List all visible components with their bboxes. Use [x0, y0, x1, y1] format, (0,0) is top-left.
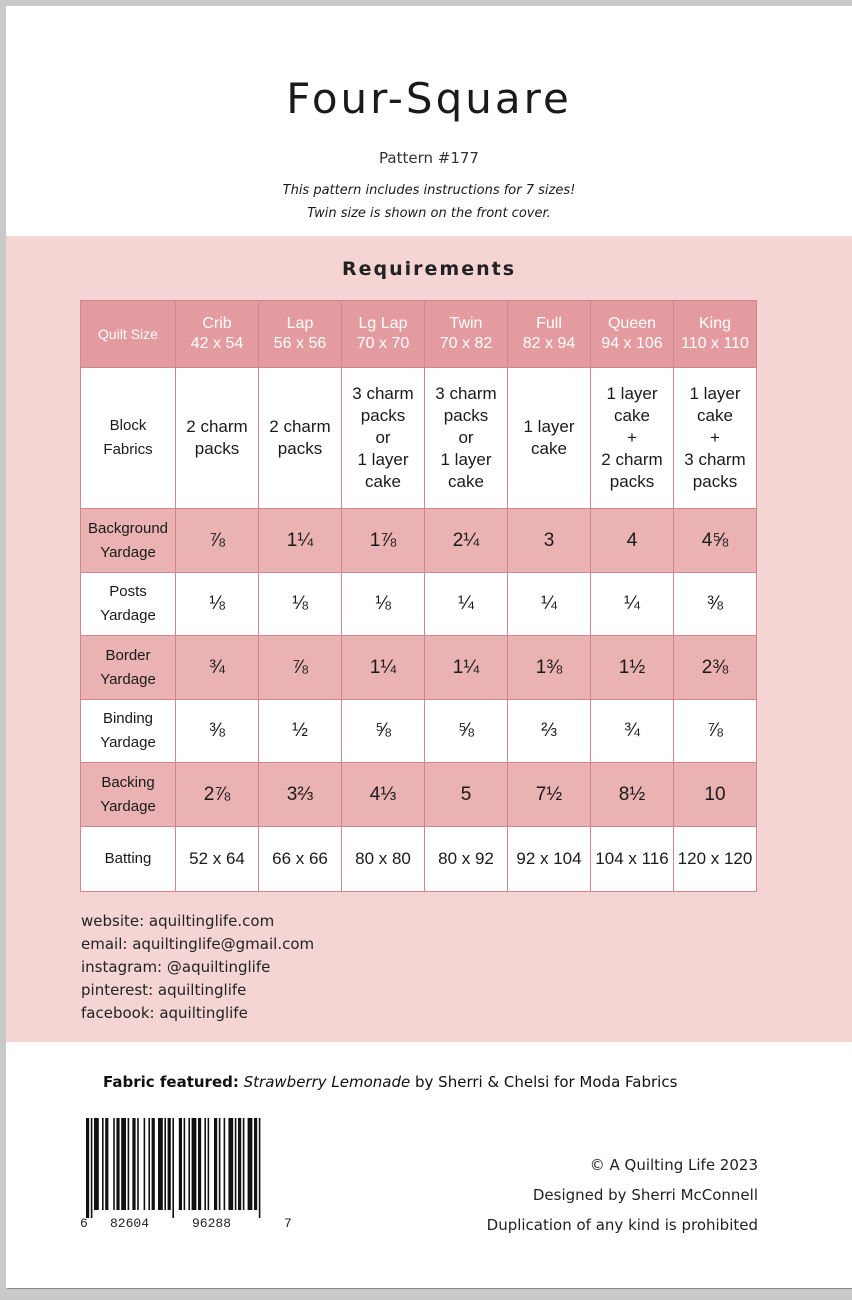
- size-dims: 42 x 54: [190, 335, 244, 352]
- table-cell: ⅛: [176, 573, 259, 636]
- barcode-bar: [168, 1118, 171, 1210]
- fabric-featured: [103, 1073, 677, 1091]
- cell-line: cake: [531, 439, 567, 458]
- barcode-bar: [94, 1118, 99, 1210]
- barcode-bar: [192, 1118, 197, 1210]
- size-name: Lap: [286, 315, 314, 332]
- cell-line: cake: [365, 472, 401, 491]
- size-name: Full: [536, 315, 562, 332]
- barcode-bar: [214, 1118, 217, 1210]
- table-cell: 80 x 80: [342, 827, 425, 892]
- table-cell: 8½: [591, 763, 674, 827]
- barcode-digit: 82604: [110, 1216, 150, 1231]
- contact-facebook: facebook: aquiltinglife: [81, 1004, 248, 1022]
- table-cell: [674, 368, 757, 509]
- table-cell: [259, 368, 342, 509]
- cell-line: 1 layer: [606, 384, 658, 403]
- cell-line: cake: [448, 472, 484, 491]
- table-cell: ⅜: [674, 573, 757, 636]
- table-cell: 3⅔: [259, 763, 342, 827]
- table-cell: 2⅜: [674, 636, 757, 700]
- row-label-line: Yardage: [100, 543, 156, 561]
- copyright-line: © A Quilting Life 2023: [589, 1156, 758, 1174]
- size-header: [259, 301, 342, 368]
- size-header: [674, 301, 757, 368]
- table-cell: ¾: [591, 700, 674, 763]
- table-row: [81, 509, 757, 573]
- barcode-bar: [208, 1118, 210, 1210]
- barcode-digit: 7: [284, 1216, 292, 1231]
- cell-line: packs: [360, 406, 406, 425]
- cell-line: 2 charm: [269, 417, 331, 436]
- row-label: Batting: [81, 827, 176, 892]
- table-cell: ¼: [591, 573, 674, 636]
- table-cell: 92 x 104: [508, 827, 591, 892]
- cell-line: packs: [609, 472, 655, 491]
- barcode-bar: [152, 1118, 155, 1210]
- table-cell: ⅞: [259, 636, 342, 700]
- row-label-line: Binding: [102, 710, 154, 727]
- cell-line: packs: [194, 439, 240, 458]
- barcode-bar: [172, 1118, 174, 1218]
- size-dims: 82 x 94: [522, 335, 576, 352]
- table-cell: 3: [508, 509, 591, 573]
- row-label: [81, 700, 176, 763]
- intro-line: Twin size is shown on the front cover.: [307, 206, 551, 221]
- table-cell: ⅜: [176, 700, 259, 763]
- barcode-bar: [238, 1118, 241, 1210]
- contact-info: [81, 910, 314, 1025]
- intro-line: This pattern includes instructions for 7 sizes!: [282, 183, 576, 198]
- barcode-bar: [204, 1118, 206, 1210]
- row-label: [81, 636, 176, 700]
- table-cell: 1¼: [342, 636, 425, 700]
- cell-line: or: [375, 428, 391, 447]
- table-cell: 52 x 64: [176, 827, 259, 892]
- table-cell: 1¼: [425, 636, 508, 700]
- row-label: [81, 763, 176, 827]
- size-header: [508, 301, 591, 368]
- table-cell: 1⅞: [342, 509, 425, 573]
- barcode-bar: [113, 1118, 115, 1210]
- pattern-number: Pattern #177: [379, 149, 479, 167]
- cell-line: 1 layer: [689, 384, 741, 403]
- table-cell: ½: [259, 700, 342, 763]
- barcode-digit: 96288: [192, 1216, 232, 1231]
- row-label-line: Border: [105, 646, 151, 664]
- intro-text: [6, 179, 852, 225]
- table-cell: 4⅓: [342, 763, 425, 827]
- barcode-bar: [148, 1118, 150, 1210]
- cell-line: packs: [277, 439, 323, 458]
- size-dims: 70 x 70: [356, 335, 410, 352]
- fabric-credit: by Sherri & Chelsi for Moda Fabrics: [415, 1073, 678, 1091]
- barcode-bar: [132, 1118, 135, 1210]
- row-label-line: Yardage: [100, 734, 156, 751]
- cell-line: packs: [692, 472, 738, 491]
- cell-line: 1 layer: [440, 450, 492, 469]
- size-name: Twin: [449, 315, 483, 332]
- barcode-bar: [219, 1118, 221, 1210]
- cell-line: 3 charm: [684, 450, 746, 469]
- contact-website: website: aquiltinglife.com: [81, 912, 275, 930]
- duplication-notice: Duplication of any kind is prohibited: [486, 1216, 758, 1234]
- size-dims: 110 x 110: [681, 335, 749, 352]
- cell-line: 1 layer: [523, 417, 575, 436]
- cell-line: 2 charm: [186, 417, 248, 436]
- cell-line: cake: [697, 406, 733, 425]
- table-cell: [425, 368, 508, 509]
- pattern-title: Four-Square: [286, 74, 572, 123]
- size-name: Queen: [607, 315, 657, 332]
- requirements-table: [80, 300, 757, 892]
- table-cell: 10: [674, 763, 757, 827]
- table-cell: ⅝: [425, 700, 508, 763]
- table-row: [81, 368, 757, 509]
- requirements-heading: Requirements: [341, 258, 516, 280]
- size-dims: 70 x 82: [439, 335, 493, 352]
- barcode-bar: [188, 1118, 190, 1210]
- table-cell: 7½: [508, 763, 591, 827]
- barcode-bar: [158, 1118, 163, 1210]
- barcode-bar: [102, 1118, 104, 1210]
- table-cell: 1¼: [259, 509, 342, 573]
- row-label: [81, 573, 176, 636]
- barcode-bar: [235, 1118, 237, 1210]
- row-label: [81, 509, 176, 573]
- size-name: Crib: [202, 315, 232, 332]
- size-header: [591, 301, 674, 368]
- designer-line: Designed by Sherri McConnell: [532, 1186, 758, 1204]
- row-label-line: Background: [87, 519, 169, 537]
- barcode-bar: [259, 1118, 261, 1218]
- contact-instagram: instagram: @aquiltinglife: [81, 958, 271, 976]
- row-label-line: Yardage: [100, 670, 156, 688]
- barcode-bar: [198, 1118, 201, 1210]
- barcode-bar: [137, 1118, 139, 1210]
- fabric-collection: Strawberry Lemonade: [243, 1073, 411, 1091]
- table-cell: [176, 368, 259, 509]
- barcode-bar: [228, 1118, 233, 1210]
- row-label-line: Backing: [101, 773, 155, 791]
- size-header: [176, 301, 259, 368]
- table-cell: [508, 368, 591, 509]
- barcode-bars: [80, 1118, 302, 1218]
- table-cell: 4⅝: [674, 509, 757, 573]
- pattern-page: [6, 6, 852, 1288]
- barcode-bar: [86, 1118, 89, 1218]
- barcode-bar: [179, 1118, 182, 1210]
- table-cell: ⅛: [259, 573, 342, 636]
- table-cell: 66 x 66: [259, 827, 342, 892]
- table-cell: ⅔: [508, 700, 591, 763]
- table-cell: ¼: [508, 573, 591, 636]
- barcode-bar: [224, 1118, 226, 1210]
- cell-line: cake: [614, 406, 650, 425]
- table-cell: 1½: [591, 636, 674, 700]
- table-row: [81, 636, 757, 700]
- row-label-line: Yardage: [100, 607, 156, 624]
- size-dims: 56 x 56: [273, 335, 327, 352]
- barcode-bar: [248, 1118, 253, 1210]
- cell-line: or: [458, 428, 474, 447]
- barcode-bar: [91, 1118, 93, 1218]
- footer-credits: [487, 1150, 758, 1240]
- requirements-section: [6, 236, 852, 1042]
- table-cell: ⅞: [176, 509, 259, 573]
- cell-line: 3 charm: [352, 384, 414, 403]
- table-cell: 4: [591, 509, 674, 573]
- cell-line: 1 layer: [357, 450, 409, 469]
- fabric-featured-label: Fabric featured:: [103, 1073, 239, 1091]
- row-label: [81, 368, 176, 509]
- size-name: King: [698, 315, 732, 332]
- row-label-line: Fabrics: [103, 441, 153, 458]
- table-row: [81, 827, 757, 892]
- table-cell: ¼: [425, 573, 508, 636]
- barcode-bar: [128, 1118, 130, 1210]
- size-dims: 94 x 106: [601, 335, 663, 352]
- barcode-digit: 6: [80, 1216, 88, 1231]
- row-label-line: Yardage: [100, 797, 156, 815]
- table-row: [81, 763, 757, 827]
- barcode-bar: [184, 1118, 186, 1210]
- barcode-bar: [116, 1118, 119, 1210]
- contact-email: email: aquiltinglife@gmail.com: [81, 935, 315, 953]
- cell-line: +: [710, 428, 720, 447]
- table-cell: ⅞: [674, 700, 757, 763]
- cell-line: packs: [443, 406, 489, 425]
- table-cell: ⅝: [342, 700, 425, 763]
- table-cell: 120 x 120: [674, 827, 757, 892]
- row-label-line: Block: [109, 417, 147, 434]
- row-label-line: Posts: [109, 583, 147, 600]
- table-cell: [342, 368, 425, 509]
- size-header: [425, 301, 508, 368]
- quilt-size-header: Quilt Size: [81, 301, 176, 368]
- cell-line: 2 charm: [601, 450, 663, 469]
- barcode-bar: [164, 1118, 166, 1210]
- barcode-bar: [105, 1118, 108, 1210]
- table-cell: 2⅞: [176, 763, 259, 827]
- table-cell: 80 x 92: [425, 827, 508, 892]
- table-cell: 5: [425, 763, 508, 827]
- barcode-bar: [254, 1118, 257, 1210]
- table-cell: 104 x 116: [591, 827, 674, 892]
- table-row: [81, 573, 757, 636]
- contact-pinterest: pinterest: aquiltinglife: [81, 981, 247, 999]
- table-cell: 2¼: [425, 509, 508, 573]
- size-header: [342, 301, 425, 368]
- table-row: [81, 700, 757, 763]
- barcode-bar: [144, 1118, 146, 1210]
- table-cell: ⅛: [342, 573, 425, 636]
- cell-line: 3 charm: [435, 384, 497, 403]
- table-cell: 1⅜: [508, 636, 591, 700]
- table-header-row: [81, 301, 757, 368]
- size-name: Lg Lap: [358, 315, 408, 332]
- barcode-bar: [243, 1118, 245, 1210]
- table-cell: ¾: [176, 636, 259, 700]
- table-cell: [591, 368, 674, 509]
- barcode-bar: [121, 1118, 126, 1210]
- cell-line: +: [627, 428, 637, 447]
